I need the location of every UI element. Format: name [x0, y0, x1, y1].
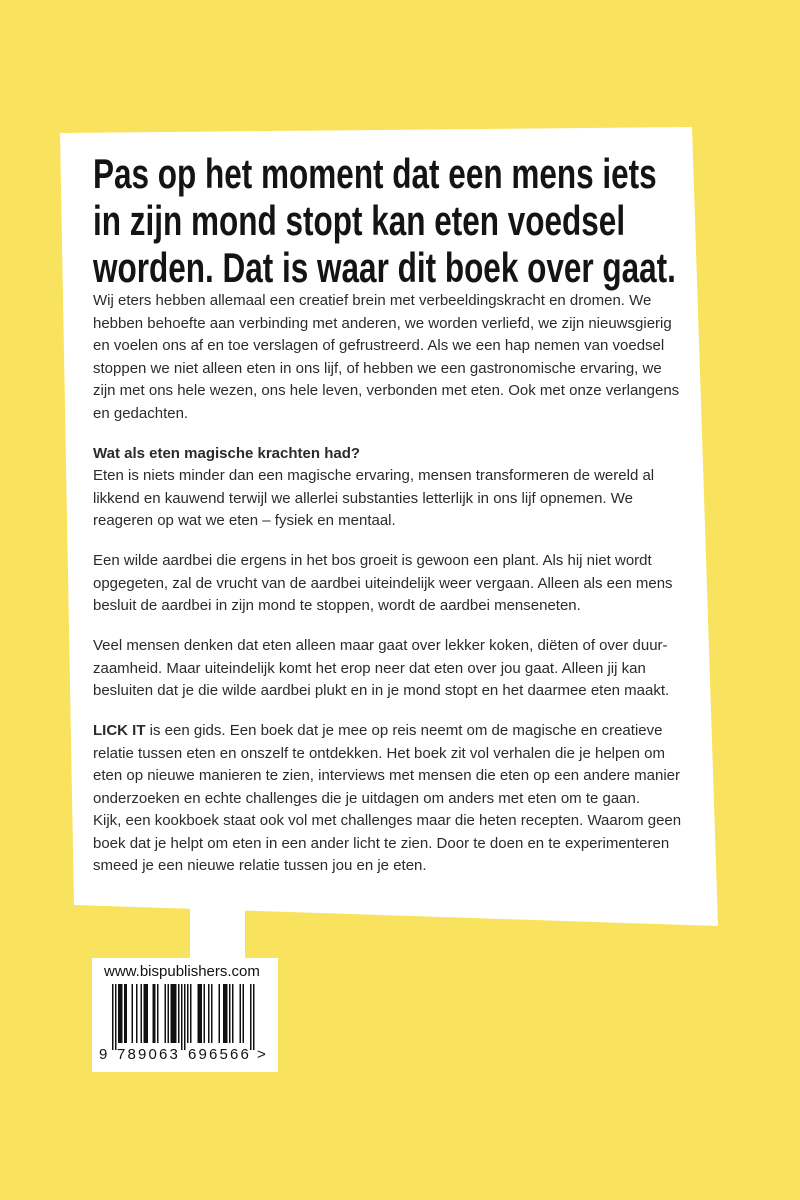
barcode-bar — [204, 984, 206, 1043]
barcode-bar — [219, 984, 221, 1043]
text-line-rest: is een gids. Een boek dat je mee op reis neemt om de magische en creatieve — [149, 722, 663, 739]
text-line: relatie tussen eten en onszelf te ontdekken. Het boek zit vol verhalen die je helpen om — [93, 744, 666, 762]
barcode-bar — [229, 984, 231, 1043]
barcode-bar — [118, 984, 123, 1043]
text-line: Wij eters hebben allemaal een creatief brein met verbeeldingskracht en dromen. We — [93, 292, 652, 309]
barcode-guard-bar — [115, 984, 117, 1050]
barcode-left-digits: 789063 — [117, 1046, 181, 1063]
text-line: opgegeten, zal de vrucht van de aardbei uiteindelijk weer vergaan. Alleen als een mens — [93, 574, 673, 592]
text-line: zijn met ons hele wezen, ons hele leven, verbonden met eten. Ook met onze verlangens — [93, 382, 680, 399]
barcode-bar — [171, 984, 177, 1043]
paragraph-choice — [93, 635, 681, 703]
publisher-url: www.bispublishers.com — [104, 963, 260, 980]
headline-line: Pas op het moment dat een mens iets — [93, 150, 657, 197]
barcode — [112, 984, 255, 1050]
text-line: reageren op wat we eten – fysiek en mentaal. — [93, 512, 396, 529]
text-line: likkend en kauwend terwijl we allerlei substanties letterlijk in ons lijf opnemen. We — [93, 489, 633, 507]
headline-line: in zijn mond stopt kan eten voedsel — [93, 197, 626, 244]
blurb — [93, 290, 681, 878]
text-line: zaamheid. Maar uiteindelijk komt het erop neer dat eten over jou gaat. Alleen jij kan — [93, 659, 646, 677]
barcode-bar — [190, 984, 192, 1043]
barcode-bar — [153, 984, 156, 1043]
section-subheading: Wat als eten magische krachten had? — [93, 444, 361, 462]
text-line: hebben behoefte aan verbinding met anderen, we worden verliefd, we zijn nieuwsgierig — [93, 314, 672, 332]
barcode-guard-bar — [181, 984, 183, 1050]
barcode-bar — [211, 984, 213, 1043]
paragraph-guide — [93, 720, 681, 878]
book-title: LICK IT — [93, 722, 146, 739]
headline — [93, 150, 676, 291]
barcode-bar — [243, 984, 245, 1043]
text-line: stoppen we niet alleen eten in ons lijf, of hebben we een gastronomische ervaring, we — [93, 359, 662, 377]
text-line: Een wilde aardbei die ergens in het bos groeit is gewoon een plant. Als hij niet wordt — [93, 552, 652, 569]
barcode-bar — [232, 984, 234, 1043]
text-line: besluit de aardbei in zijn mond te stoppen, wordt de aardbei menseneten. — [93, 597, 581, 614]
barcode-quiet-zone-mark: > — [257, 1046, 266, 1063]
barcode-bar — [144, 984, 149, 1043]
barcode-bar — [124, 984, 127, 1043]
barcode-bar — [240, 984, 242, 1043]
barcode-bar — [223, 984, 228, 1043]
paragraph-intro — [93, 290, 681, 425]
barcode-bar — [178, 984, 180, 1043]
paragraph-magic — [93, 443, 681, 533]
barcode-bar — [136, 984, 138, 1043]
barcode-guard-bar — [250, 984, 252, 1050]
text-line: Kijk, een kookboek staat ook vol met challenges maar die heten recepten. Waarom geen — [93, 812, 682, 829]
barcode-right-digits: 696566 — [188, 1046, 252, 1063]
text-line: boek dat je helpt om eten in een ander licht te zien. Door te doen en te experimenteren — [93, 834, 670, 852]
text-line — [93, 720, 681, 743]
text-line: en gedachten. — [93, 404, 189, 422]
text-line: besluiten dat je die wilde aardbei plukt en in je mond stopt en het daarmee eten maakt. — [93, 682, 670, 699]
text-line: onderzoeken en echte challenges die je uitdagen om anders met eten om te gaan. — [93, 789, 641, 807]
barcode-bar — [208, 984, 210, 1043]
text-line: Veel mensen denken dat eten alleen maar gaat over lekker koken, diëten of over duur- — [93, 637, 668, 654]
barcode-bar — [187, 984, 189, 1043]
barcode-bar — [157, 984, 159, 1043]
barcode-bar — [165, 984, 167, 1043]
text-line: eten op nieuwe manieren te zien, interviews met mensen die eten op een andere manier — [93, 767, 681, 784]
barcode-bar — [141, 984, 143, 1043]
barcode-bar — [198, 984, 203, 1043]
barcode-guard-bar — [184, 984, 186, 1050]
barcode-bar — [168, 984, 170, 1043]
paragraph-strawberry — [93, 550, 681, 618]
barcode-bar — [132, 984, 134, 1043]
text-line: Eten is niets minder dan een magische ervaring, mensen transformeren de wereld al — [93, 467, 655, 484]
barcode-guard-bar — [112, 984, 114, 1050]
text-line: en voelen ons af en toe verslagen of gefrustreerd. Als we een hap nemen van voedsel — [93, 337, 665, 354]
headline-line: worden. Dat is waar dit boek over gaat. — [93, 244, 676, 291]
text-line: smeed je een nieuwe relatie tussen jou en je eten. — [93, 857, 427, 874]
barcode-first-digit: 9 — [99, 1046, 108, 1063]
barcode-guard-bar — [253, 984, 255, 1050]
